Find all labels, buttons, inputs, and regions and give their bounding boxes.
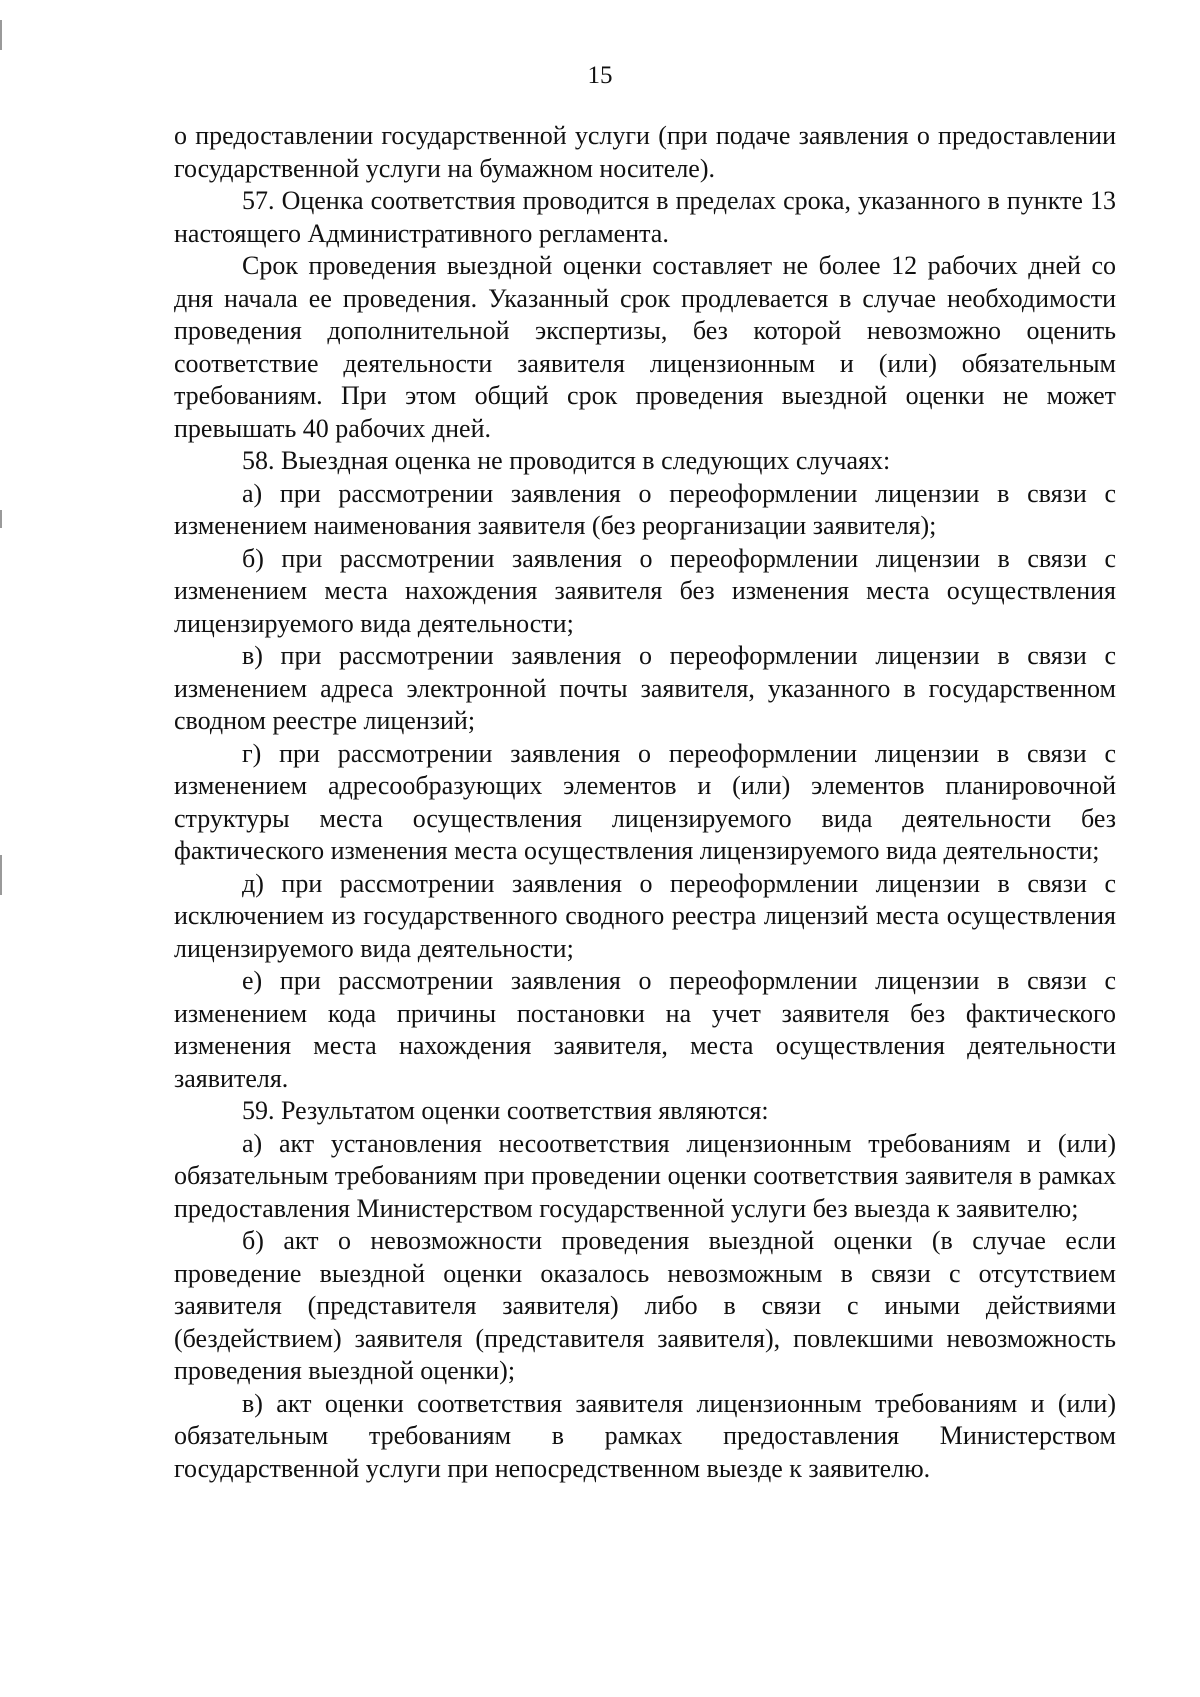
paragraph-58-v: в) при рассмотрении заявления о переоформлении лицензии в связи с изменением адреса электронной почты заявителя, указанного в государственном сводном реестре лицензий; [174, 641, 1116, 735]
paragraph-57-term: Срок проведения выездной оценки составляет не более 12 рабочих дней со дня начала ее проведения. Указанный срок продлевается в случае необходимости проведения дополнительной экспертизы, без которой невозможно оценить соответствие деятельности заявителя лицензионным и (или) обязательным требованиям. При этом общий срок проведения выездной оценки не может превышать 40 рабочих дней. [174, 251, 1116, 443]
paragraph-57: 57. Оценка соответствия проводится в пределах срока, указанного в пункте 13 настоящего Административного регламента. [174, 186, 1116, 248]
scan-edge-mark-top [0, 20, 2, 50]
page-number: 15 [587, 62, 613, 89]
paragraph-58-b: б) при рассмотрении заявления о переоформлении лицензии в связи с изменением места нахождения заявителя без изменения места осуществления лицензируемого вида деятельности; [174, 543, 1116, 638]
document-body [174, 120, 1116, 1485]
paragraph-59-b: б) акт о невозможности проведения выездной оценки (в случае если проведение выездной оценки оказалось невозможным в связи с отсутствием заявителя (представителя заявителя) либо в связи с иными действиями (бездействием) заявителя (представителя заявителя), повлекшими невозможность проведения выездной оценки); [174, 1226, 1116, 1385]
paragraph-59: 59. Результатом оценки соответствия являются: [242, 1096, 769, 1125]
paragraph-58-a: а) при рассмотрении заявления о переоформлении лицензии в связи с изменением наименования заявителя (без реорганизации заявителя); [174, 478, 1116, 540]
paragraph-58-d: д) при рассмотрении заявления о переоформлении лицензии в связи с исключением из государственного сводного реестра лицензий места осуществления лицензируемого вида деятельности; [174, 868, 1116, 963]
paragraph-59-a: а) акт установления несоответствия лицензионным требованиям и (или) обязательным требованиям при проведении оценки соответствия заявителя в рамках предоставления Министерством государственной услуги без выезда к заявителю; [174, 1128, 1116, 1223]
scan-edge-mark-middle [0, 855, 2, 895]
paragraph-58-g: г) при рассмотрении заявления о переоформлении лицензии в связи с изменением адресообразующих элементов и (или) элементов планировочной структуры места осуществления лицензируемого вида деятельности без фактического изменения места осуществления лицензируемого вида деятельности; [174, 738, 1116, 865]
paragraph-59-v: в) акт оценки соответствия заявителя лицензионным требованиям и (или) обязательным требованиям в рамках предоставления Министерством государственной услуги при непосредственном выезде к заявителю. [174, 1388, 1116, 1483]
paragraph-continuation: о предоставлении государственной услуги (при подаче заявления о предоставлении государственной услуги на бумажном носителе). [174, 121, 1116, 183]
paragraph-58-e: е) при рассмотрении заявления о переоформлении лицензии в связи с изменением кода причины постановки на учет заявителя без фактического изменения места нахождения заявителя, места осуществления деятельности заявителя. [174, 966, 1116, 1093]
paragraph-58: 58. Выездная оценка не проводится в следующих случаях: [242, 446, 891, 475]
scan-edge-mark-upper [0, 510, 2, 528]
